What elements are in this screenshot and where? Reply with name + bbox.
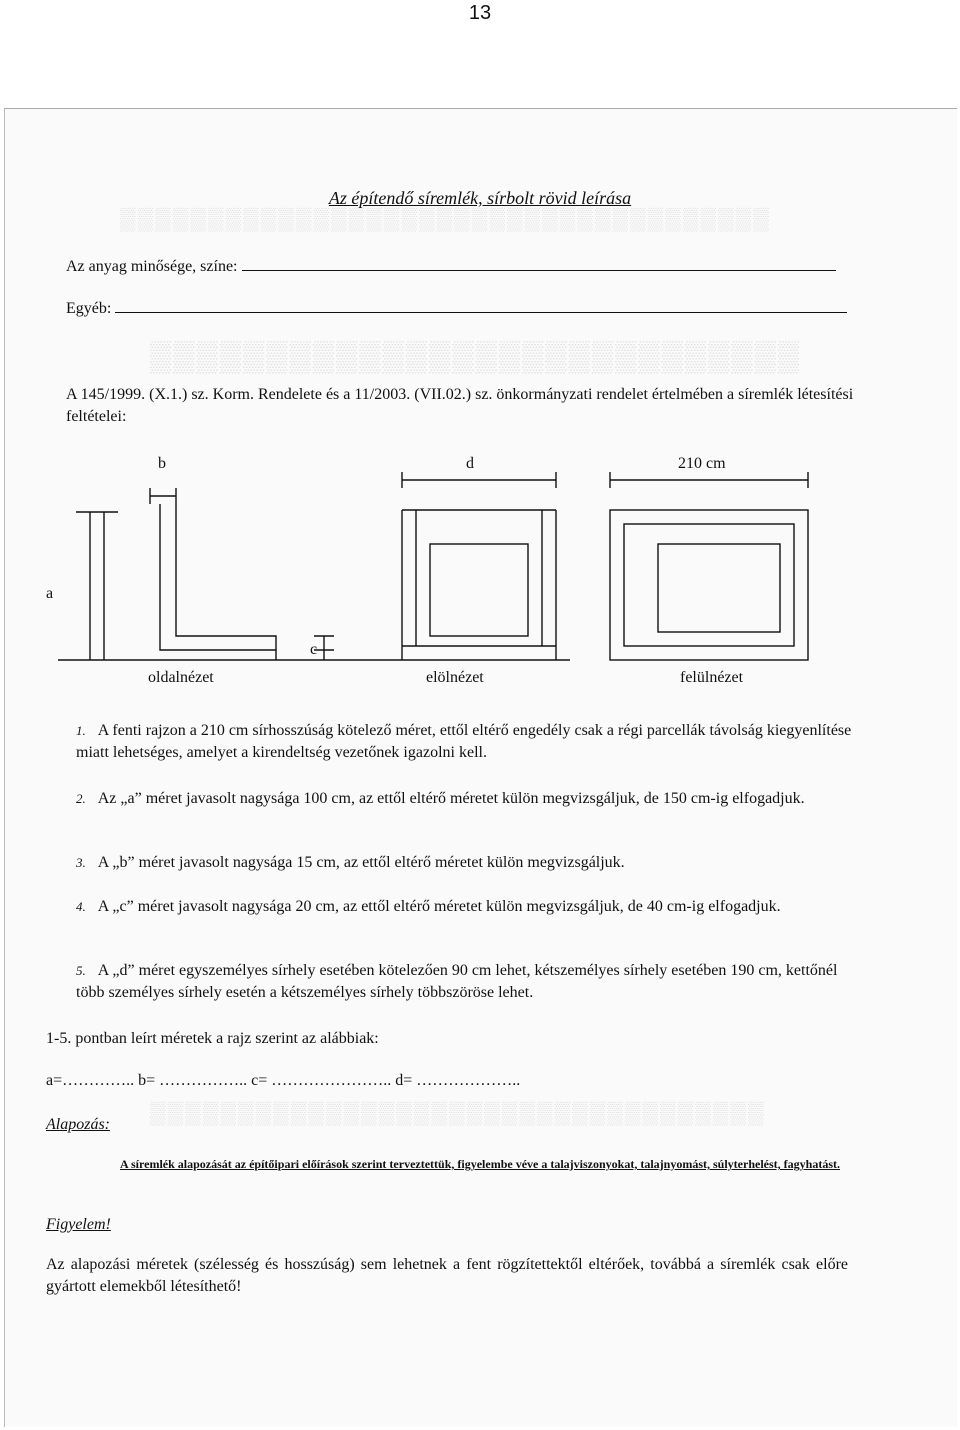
rule-number: 1. [76, 723, 86, 738]
bleed-through-text: ▒▒▒▒▒▒▒▒▒▒▒▒▒▒▒▒▒▒▒▒▒▒▒▒▒▒▒▒▒▒▒▒▒▒▒ [150, 1100, 766, 1125]
other-label: Egyéb: [66, 300, 112, 317]
foundation-text: A síremlék alapozását az építőipari előírások szerint terveztettük, figyelembe véve a talajviszonyokat, talajnyomást, súlyterhelést, fagyhatást. [120, 1157, 840, 1171]
rule-text: A „d” méret egyszemélyes sírhely esetében kötelezően 90 cm lehet, kétszemélyes sírhely esetében 190 cm, kettőnél több személyes sírhely esetén a kétszemélyes sírhely többszöröse lehet. [76, 962, 838, 1001]
page-title: Az építendő síremlék, sírbolt rövid leírása [328, 188, 632, 208]
grave-dimension-drawing [0, 440, 960, 700]
regulation-text: A 145/1999. (X.1.) sz. Korm. Rendelete és a 11/2003. (VII.02.) sz. önkormányzati rendelet értelmében a síremlék létesítési feltételei: [66, 386, 854, 425]
side-view [58, 488, 385, 660]
rule-text: A „c” méret javasolt nagysága 20 cm, az ettől eltérő méretet külön megvizsgáljuk, de 40 cm-ig elfogadjuk. [97, 898, 781, 915]
page-number: 13 [468, 2, 492, 24]
label-front-view: elölnézet [426, 669, 484, 686]
other-field [66, 300, 847, 318]
rule-item-1 [76, 720, 856, 764]
label-d: d [466, 455, 474, 472]
label-side-view: oldalnézet [148, 669, 214, 686]
material-field [66, 258, 836, 276]
rule-number: 4. [76, 899, 86, 914]
warning-heading: Figyelem! [46, 1216, 111, 1233]
foundation-heading: Alapozás: [46, 1116, 110, 1133]
rule-number: 2. [76, 791, 86, 806]
label-top-view: felülnézet [680, 669, 744, 686]
bleed-through-text: ▒▒▒▒▒▒▒▒▒▒▒▒▒▒▒▒▒▒▒▒▒▒▒▒▒▒▒▒ [150, 340, 802, 373]
material-blank[interactable] [242, 270, 836, 271]
rule-item-2 [76, 788, 856, 810]
rule-number: 5. [76, 963, 86, 978]
rule-number: 3. [76, 855, 86, 870]
label-a: a [46, 585, 54, 602]
other-blank[interactable] [115, 312, 847, 313]
rule-item-3 [76, 852, 856, 874]
label-210cm: 210 cm [678, 455, 726, 472]
label-b: b [158, 455, 166, 472]
rule-item-5 [76, 960, 856, 1004]
bleed-through-text: ▒▒▒▒▒▒▒▒▒▒▒▒▒▒▒▒▒▒▒▒▒▒▒▒▒▒▒▒▒▒▒▒▒▒▒▒▒ [120, 206, 771, 231]
material-label: Az anyag minősége, színe: [66, 258, 238, 275]
rule-text: A „b” méret javasolt nagysága 15 cm, az ettől eltérő méretet külön megvizsgáljuk. [97, 854, 625, 871]
rule-text: A fenti rajzon a 210 cm sírhosszúság kötelező méret, ettől eltérő engedély csak a régi parcellák távolság kiegyenlítése miatt lehetséges, amelyet a kirendeltség vezetőnek igazolni kell. [76, 722, 852, 761]
measurements-intro: 1-5. pontban leírt méretek a rajz szerint az alábbiak: [46, 1030, 379, 1047]
rule-text: Az „a” méret javasolt nagysága 100 cm, az ettől eltérő méretet külön megvizsgáljuk, de 150 cm-ig elfogadjuk. [97, 790, 805, 807]
rule-item-4 [76, 896, 856, 918]
front-view [385, 472, 570, 660]
top-view [610, 472, 808, 660]
label-c: c [310, 641, 318, 658]
warning-text: Az alapozási méretek (szélesség és hosszúság) sem lehetnek a fent rögzítettektől eltérőek, továbbá a síremlék csak előre gyártott elemekből létesíthető! [46, 1256, 848, 1295]
measurements-fill-line[interactable]: a=………….. b= …………….. c= ………………….. d= ……………….. [46, 1072, 521, 1089]
